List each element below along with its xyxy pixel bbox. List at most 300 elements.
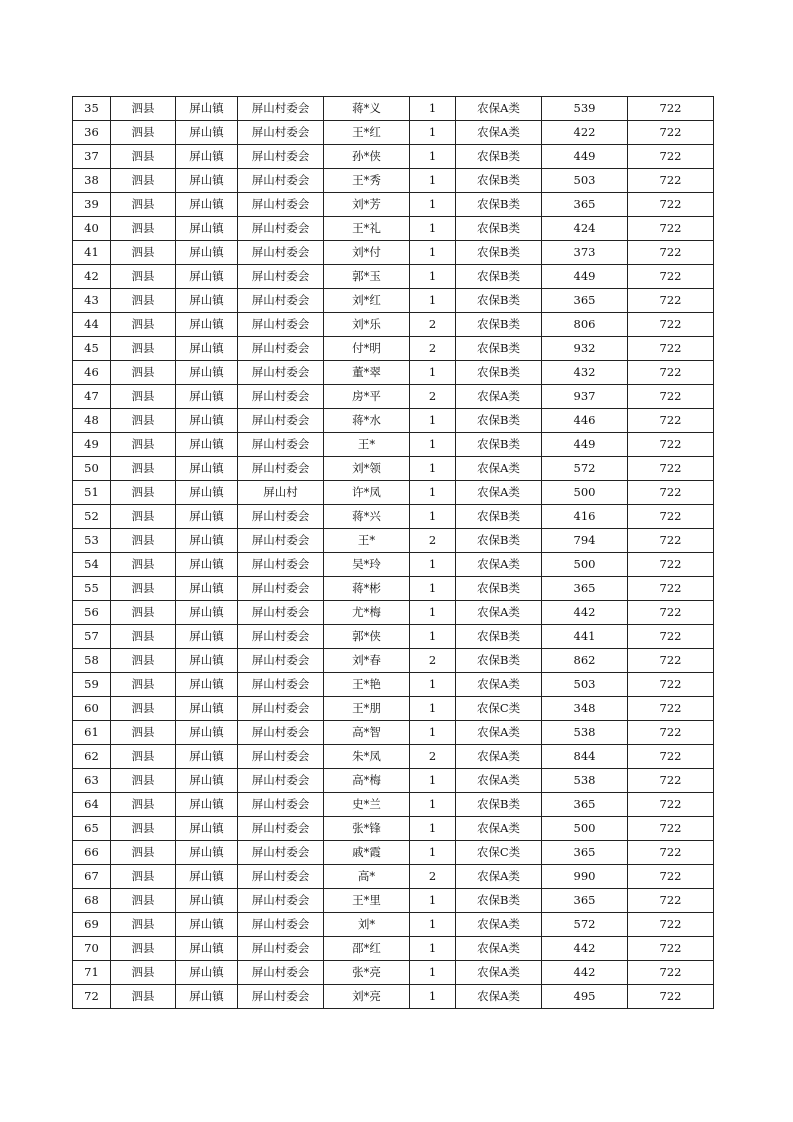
cell-household-count: 1 [410,889,456,913]
cell-village: 屏山村委会 [238,841,324,865]
cell-insurance-type: 农保A类 [456,745,542,769]
table-row [73,97,714,121]
table-row [73,769,714,793]
cell-insurance-type: 农保A类 [456,481,542,505]
cell-county: 泗县 [111,577,176,601]
cell-town: 屏山镇 [176,889,238,913]
cell-county: 泗县 [111,433,176,457]
cell-household-count: 1 [410,241,456,265]
cell-row-number: 65 [73,817,111,841]
table-row [73,385,714,409]
roster-body [73,97,714,1009]
cell-town: 屏山镇 [176,409,238,433]
cell-household-count: 1 [410,817,456,841]
table-row [73,601,714,625]
cell-insurance-type: 农保A类 [456,673,542,697]
cell-town: 屏山镇 [176,337,238,361]
cell-village: 屏山村委会 [238,361,324,385]
cell-name: 董*翠 [324,361,410,385]
cell-amount: 862 [542,649,628,673]
cell-standard: 722 [628,865,714,889]
cell-county: 泗县 [111,529,176,553]
cell-standard: 722 [628,313,714,337]
cell-county: 泗县 [111,625,176,649]
table-row [73,505,714,529]
cell-insurance-type: 农保B类 [456,217,542,241]
cell-name: 刘*芳 [324,193,410,217]
cell-county: 泗县 [111,481,176,505]
cell-insurance-type: 农保A类 [456,817,542,841]
cell-village: 屏山村委会 [238,217,324,241]
cell-amount: 449 [542,433,628,457]
cell-amount: 442 [542,961,628,985]
cell-standard: 722 [628,529,714,553]
cell-row-number: 45 [73,337,111,361]
cell-name: 王* [324,433,410,457]
cell-standard: 722 [628,841,714,865]
cell-village: 屏山村委会 [238,385,324,409]
cell-standard: 722 [628,769,714,793]
cell-county: 泗县 [111,409,176,433]
cell-county: 泗县 [111,457,176,481]
cell-row-number: 59 [73,673,111,697]
cell-insurance-type: 农保B类 [456,793,542,817]
cell-amount: 937 [542,385,628,409]
cell-town: 屏山镇 [176,457,238,481]
cell-household-count: 1 [410,577,456,601]
cell-county: 泗县 [111,505,176,529]
roster-table [72,96,714,1009]
cell-standard: 722 [628,145,714,169]
cell-county: 泗县 [111,649,176,673]
cell-standard: 722 [628,961,714,985]
table-row [73,313,714,337]
cell-name: 王*礼 [324,217,410,241]
cell-standard: 722 [628,817,714,841]
cell-standard: 722 [628,193,714,217]
cell-town: 屏山镇 [176,385,238,409]
table-row [73,529,714,553]
cell-county: 泗县 [111,313,176,337]
cell-insurance-type: 农保A类 [456,553,542,577]
cell-row-number: 68 [73,889,111,913]
table-row [73,937,714,961]
cell-household-count: 1 [410,409,456,433]
cell-town: 屏山镇 [176,577,238,601]
cell-row-number: 64 [73,793,111,817]
cell-name: 刘*付 [324,241,410,265]
cell-row-number: 49 [73,433,111,457]
cell-town: 屏山镇 [176,865,238,889]
cell-county: 泗县 [111,769,176,793]
cell-village: 屏山村委会 [238,601,324,625]
table-row [73,745,714,769]
cell-row-number: 56 [73,601,111,625]
cell-county: 泗县 [111,721,176,745]
cell-county: 泗县 [111,265,176,289]
cell-amount: 932 [542,337,628,361]
cell-county: 泗县 [111,193,176,217]
cell-standard: 722 [628,745,714,769]
cell-standard: 722 [628,289,714,313]
table-row [73,649,714,673]
cell-name: 戚*霞 [324,841,410,865]
table-row [73,337,714,361]
cell-household-count: 1 [410,481,456,505]
cell-name: 王* [324,529,410,553]
cell-insurance-type: 农保B类 [456,625,542,649]
cell-name: 郭*侠 [324,625,410,649]
cell-name: 吴*玲 [324,553,410,577]
cell-county: 泗县 [111,745,176,769]
table-row [73,961,714,985]
cell-standard: 722 [628,361,714,385]
cell-insurance-type: 农保A类 [456,457,542,481]
cell-household-count: 2 [410,313,456,337]
cell-insurance-type: 农保B类 [456,505,542,529]
cell-household-count: 1 [410,673,456,697]
cell-insurance-type: 农保C类 [456,841,542,865]
cell-name: 蒋*兴 [324,505,410,529]
cell-row-number: 51 [73,481,111,505]
table-row [73,193,714,217]
cell-town: 屏山镇 [176,793,238,817]
cell-standard: 722 [628,649,714,673]
cell-village: 屏山村委会 [238,505,324,529]
cell-household-count: 1 [410,769,456,793]
table-row [73,241,714,265]
cell-name: 邵*红 [324,937,410,961]
cell-standard: 722 [628,169,714,193]
cell-name: 刘*乐 [324,313,410,337]
table-row [73,889,714,913]
cell-town: 屏山镇 [176,913,238,937]
cell-row-number: 38 [73,169,111,193]
cell-amount: 449 [542,265,628,289]
cell-household-count: 1 [410,433,456,457]
cell-household-count: 2 [410,865,456,889]
cell-amount: 806 [542,313,628,337]
cell-insurance-type: 农保B类 [456,433,542,457]
cell-town: 屏山镇 [176,433,238,457]
cell-row-number: 52 [73,505,111,529]
cell-town: 屏山镇 [176,145,238,169]
cell-amount: 446 [542,409,628,433]
cell-county: 泗县 [111,697,176,721]
cell-row-number: 67 [73,865,111,889]
cell-row-number: 66 [73,841,111,865]
cell-village: 屏山村委会 [238,697,324,721]
cell-village: 屏山村委会 [238,457,324,481]
table-row [73,481,714,505]
cell-row-number: 58 [73,649,111,673]
cell-row-number: 39 [73,193,111,217]
cell-village: 屏山村委会 [238,313,324,337]
cell-amount: 373 [542,241,628,265]
cell-amount: 539 [542,97,628,121]
cell-town: 屏山镇 [176,193,238,217]
cell-amount: 500 [542,481,628,505]
cell-amount: 365 [542,793,628,817]
cell-household-count: 2 [410,649,456,673]
cell-name: 高*梅 [324,769,410,793]
cell-village: 屏山村委会 [238,97,324,121]
cell-county: 泗县 [111,145,176,169]
cell-insurance-type: 农保A类 [456,913,542,937]
cell-insurance-type: 农保A类 [456,769,542,793]
table-row [73,433,714,457]
cell-village: 屏山村委会 [238,337,324,361]
cell-row-number: 57 [73,625,111,649]
table-row [73,793,714,817]
cell-insurance-type: 农保A类 [456,985,542,1009]
cell-standard: 722 [628,385,714,409]
cell-row-number: 35 [73,97,111,121]
cell-town: 屏山镇 [176,625,238,649]
cell-village: 屏山村 [238,481,324,505]
cell-insurance-type: 农保A类 [456,721,542,745]
cell-town: 屏山镇 [176,673,238,697]
cell-name: 王*秀 [324,169,410,193]
cell-name: 高* [324,865,410,889]
cell-amount: 844 [542,745,628,769]
cell-name: 许*凤 [324,481,410,505]
cell-row-number: 71 [73,961,111,985]
cell-row-number: 48 [73,409,111,433]
cell-row-number: 47 [73,385,111,409]
cell-amount: 365 [542,577,628,601]
cell-standard: 722 [628,937,714,961]
cell-county: 泗县 [111,793,176,817]
cell-county: 泗县 [111,913,176,937]
cell-household-count: 2 [410,337,456,361]
cell-household-count: 1 [410,553,456,577]
cell-amount: 449 [542,145,628,169]
cell-county: 泗县 [111,121,176,145]
cell-standard: 722 [628,673,714,697]
cell-insurance-type: 农保B类 [456,313,542,337]
cell-household-count: 1 [410,793,456,817]
cell-amount: 365 [542,889,628,913]
cell-standard: 722 [628,985,714,1009]
cell-county: 泗县 [111,673,176,697]
cell-name: 高*智 [324,721,410,745]
cell-village: 屏山村委会 [238,769,324,793]
cell-row-number: 53 [73,529,111,553]
cell-row-number: 36 [73,121,111,145]
cell-name: 王*里 [324,889,410,913]
cell-insurance-type: 农保B类 [456,337,542,361]
cell-standard: 722 [628,601,714,625]
cell-county: 泗县 [111,217,176,241]
cell-row-number: 62 [73,745,111,769]
cell-amount: 572 [542,913,628,937]
cell-county: 泗县 [111,937,176,961]
cell-household-count: 1 [410,721,456,745]
cell-village: 屏山村委会 [238,553,324,577]
cell-insurance-type: 农保B类 [456,409,542,433]
table-row [73,289,714,313]
cell-amount: 442 [542,937,628,961]
cell-county: 泗县 [111,961,176,985]
table-row [73,217,714,241]
cell-county: 泗县 [111,865,176,889]
table-row [73,169,714,193]
cell-row-number: 46 [73,361,111,385]
cell-standard: 722 [628,217,714,241]
cell-amount: 503 [542,673,628,697]
cell-village: 屏山村委会 [238,721,324,745]
cell-insurance-type: 农保A类 [456,865,542,889]
cell-town: 屏山镇 [176,529,238,553]
cell-household-count: 1 [410,145,456,169]
cell-household-count: 1 [410,937,456,961]
cell-standard: 722 [628,697,714,721]
cell-household-count: 1 [410,361,456,385]
cell-standard: 722 [628,265,714,289]
table-row [73,841,714,865]
cell-name: 张*亮 [324,961,410,985]
cell-name: 刘*亮 [324,985,410,1009]
cell-village: 屏山村委会 [238,961,324,985]
cell-village: 屏山村委会 [238,745,324,769]
cell-county: 泗县 [111,169,176,193]
cell-name: 刘*红 [324,289,410,313]
table-row [73,625,714,649]
cell-standard: 722 [628,913,714,937]
cell-row-number: 61 [73,721,111,745]
cell-amount: 990 [542,865,628,889]
cell-county: 泗县 [111,385,176,409]
table-row [73,553,714,577]
table-row [73,817,714,841]
cell-town: 屏山镇 [176,817,238,841]
table-row [73,121,714,145]
cell-town: 屏山镇 [176,721,238,745]
cell-town: 屏山镇 [176,169,238,193]
cell-insurance-type: 农保A类 [456,97,542,121]
cell-name: 王*朋 [324,697,410,721]
cell-insurance-type: 农保A类 [456,961,542,985]
cell-name: 房*平 [324,385,410,409]
cell-standard: 722 [628,625,714,649]
cell-insurance-type: 农保C类 [456,697,542,721]
cell-household-count: 2 [410,745,456,769]
table-row [73,265,714,289]
cell-village: 屏山村委会 [238,817,324,841]
cell-amount: 348 [542,697,628,721]
cell-standard: 722 [628,577,714,601]
table-row [73,913,714,937]
cell-insurance-type: 农保A类 [456,385,542,409]
cell-town: 屏山镇 [176,481,238,505]
cell-amount: 422 [542,121,628,145]
cell-amount: 538 [542,769,628,793]
cell-standard: 722 [628,505,714,529]
cell-insurance-type: 农保B类 [456,145,542,169]
cell-household-count: 1 [410,697,456,721]
table-row [73,985,714,1009]
cell-amount: 500 [542,553,628,577]
cell-household-count: 1 [410,985,456,1009]
cell-insurance-type: 农保A类 [456,121,542,145]
cell-town: 屏山镇 [176,361,238,385]
cell-village: 屏山村委会 [238,241,324,265]
cell-standard: 722 [628,97,714,121]
cell-insurance-type: 农保B类 [456,649,542,673]
table-row [73,577,714,601]
cell-village: 屏山村委会 [238,625,324,649]
cell-household-count: 1 [410,841,456,865]
cell-town: 屏山镇 [176,841,238,865]
cell-town: 屏山镇 [176,97,238,121]
cell-standard: 722 [628,481,714,505]
cell-household-count: 1 [410,97,456,121]
cell-village: 屏山村委会 [238,985,324,1009]
cell-county: 泗县 [111,97,176,121]
cell-insurance-type: 农保B类 [456,265,542,289]
cell-household-count: 1 [410,289,456,313]
cell-town: 屏山镇 [176,217,238,241]
cell-standard: 722 [628,553,714,577]
cell-standard: 722 [628,121,714,145]
cell-amount: 503 [542,169,628,193]
cell-insurance-type: 农保B类 [456,577,542,601]
cell-row-number: 60 [73,697,111,721]
cell-row-number: 50 [73,457,111,481]
cell-village: 屏山村委会 [238,937,324,961]
cell-amount: 365 [542,193,628,217]
cell-town: 屏山镇 [176,289,238,313]
cell-row-number: 70 [73,937,111,961]
cell-household-count: 1 [410,217,456,241]
cell-name: 孙*侠 [324,145,410,169]
cell-insurance-type: 农保B类 [456,289,542,313]
cell-name: 蒋*水 [324,409,410,433]
cell-name: 王*红 [324,121,410,145]
table-row [73,409,714,433]
cell-row-number: 72 [73,985,111,1009]
cell-town: 屏山镇 [176,769,238,793]
cell-standard: 722 [628,793,714,817]
cell-insurance-type: 农保B类 [456,193,542,217]
cell-name: 张*锋 [324,817,410,841]
cell-name: 蒋*义 [324,97,410,121]
cell-household-count: 2 [410,529,456,553]
cell-household-count: 2 [410,385,456,409]
cell-county: 泗县 [111,889,176,913]
cell-village: 屏山村委会 [238,289,324,313]
cell-insurance-type: 农保B类 [456,241,542,265]
cell-household-count: 1 [410,625,456,649]
cell-village: 屏山村委会 [238,889,324,913]
cell-town: 屏山镇 [176,313,238,337]
cell-village: 屏山村委会 [238,577,324,601]
cell-insurance-type: 农保A类 [456,601,542,625]
cell-insurance-type: 农保A类 [456,937,542,961]
cell-standard: 722 [628,409,714,433]
cell-insurance-type: 农保B类 [456,169,542,193]
cell-insurance-type: 农保B类 [456,529,542,553]
cell-household-count: 1 [410,457,456,481]
cell-name: 蒋*彬 [324,577,410,601]
cell-standard: 722 [628,721,714,745]
cell-village: 屏山村委会 [238,673,324,697]
cell-row-number: 43 [73,289,111,313]
cell-amount: 442 [542,601,628,625]
cell-county: 泗县 [111,289,176,313]
cell-town: 屏山镇 [176,265,238,289]
